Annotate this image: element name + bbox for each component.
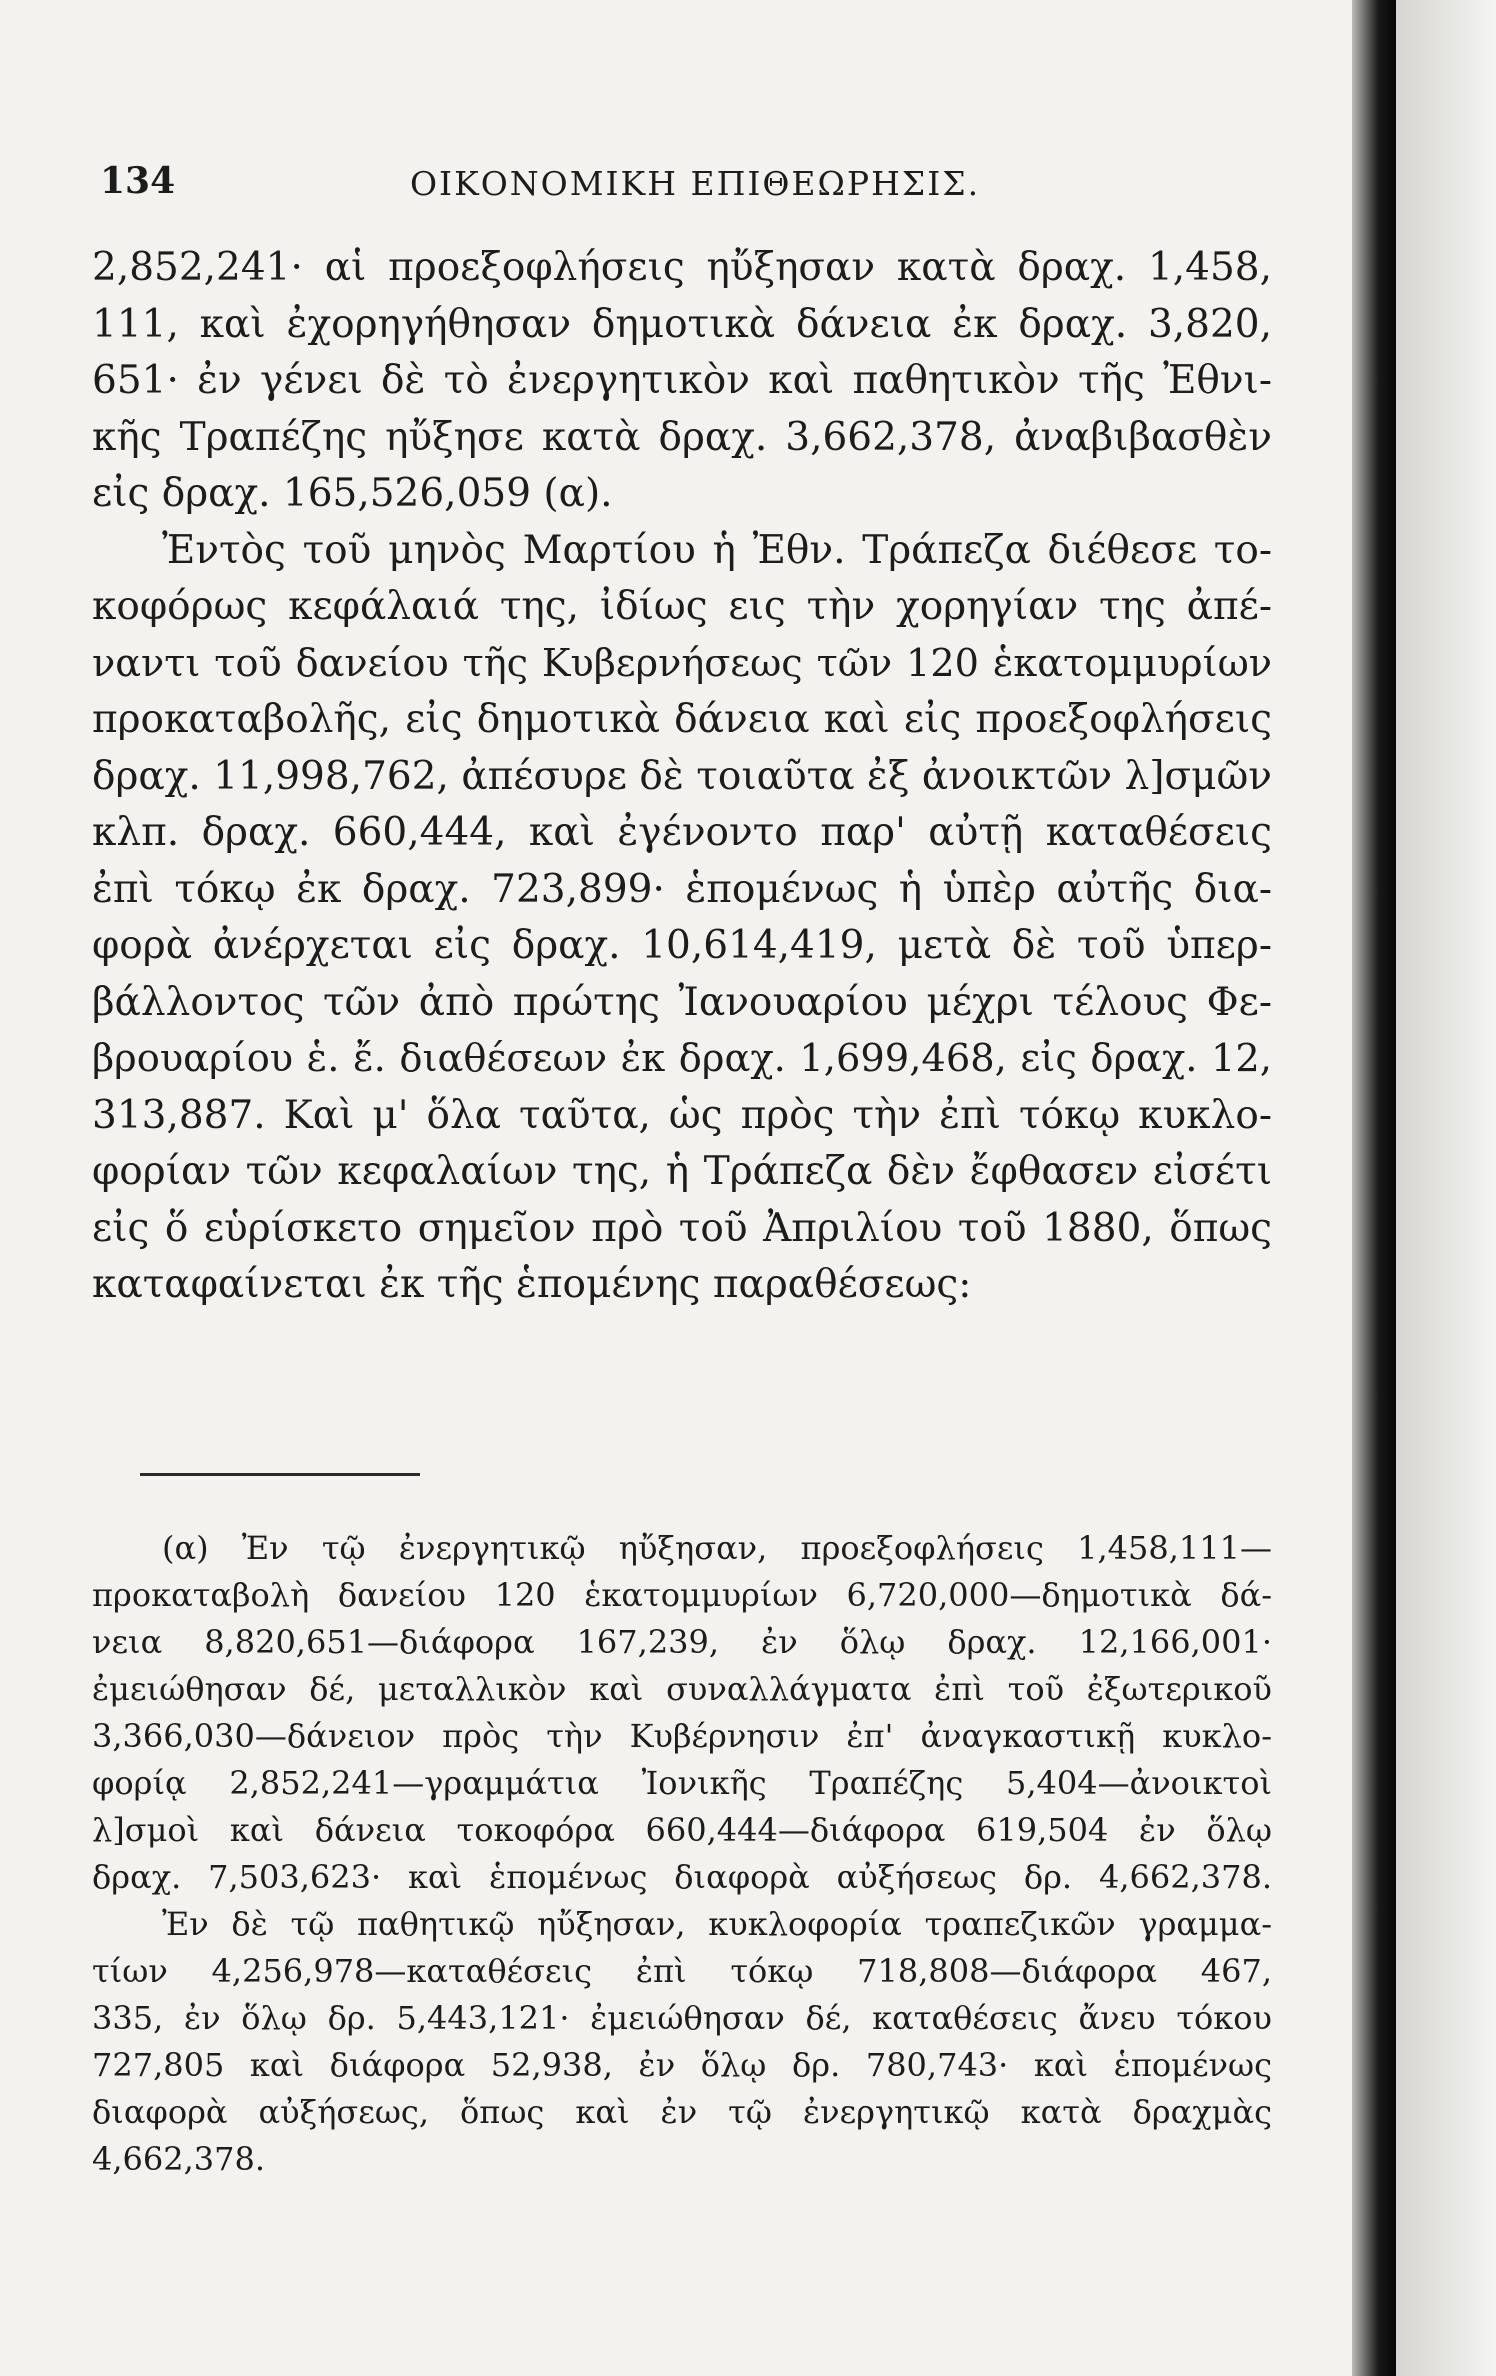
body-line: προκαταβολῆς, εἰς δημοτικὰ δάνεια καὶ εἰς προεξοφλήσεις: [92, 697, 1272, 742]
footnote-divider: [140, 1473, 420, 1476]
page-header: [0, 160, 1352, 220]
body-line: φορίαν τῶν κεφαλαίων της, ἡ Τράπεζα δὲν ἔφθασεν εἰσέτι: [92, 1149, 1272, 1194]
body-line: βρουαρίου ἑ. ἔ. διαθέσεων ἐκ δραχ. 1,699,468, εἰς δραχ. 12,: [92, 1036, 1272, 1081]
body-line: φορὰ ἀνέρχεται εἰς δραχ. 10,614,419, μετὰ δὲ τοῦ ὑπερ-: [92, 923, 1272, 968]
footnote-line: προκαταβολὴ δανείου 120 ἑκατομμυρίων 6,720,000—δημοτικὰ δά-: [92, 1576, 1272, 1614]
book-gutter: [1352, 0, 1396, 2376]
footnote-line: 727,805 καὶ διάφορα 52,938, ἐν ὅλῳ δρ. 780,743· καὶ ἑπομένως: [92, 2046, 1272, 2084]
footnote-line: (α) Ἐν τῷ ἐνεργητικῷ ηὔξησαν, προεξοφλήσεις 1,458,111—: [162, 1529, 1272, 1567]
footnote-line: τίων 4,256,978—καταθέσεις ἐπὶ τόκῳ 718,808—διάφορα 467,: [92, 1952, 1272, 1990]
footnotes: [92, 1525, 1272, 2183]
footnote-line: 4,662,378.: [92, 2140, 266, 2178]
body-line: κλπ. δραχ. 660,444, καὶ ἐγένοντο παρ' αὐτῇ καταθέσεις: [92, 810, 1272, 855]
body-line: 651· ἐν γένει δὲ τὸ ἐνεργητικὸν καὶ παθητικὸν τῆς Ἐθνι-: [92, 358, 1272, 403]
body-line: ναντι τοῦ δανείου τῆς Κυβερνήσεως τῶν 120 ἑκατομμυρίων: [92, 641, 1272, 686]
footnote-line: λ]σμοὶ καὶ δάνεια τοκοφόρα 660,444—διάφορα 619,504 ἐν ὅλῳ: [92, 1811, 1272, 1849]
body-line: 2,852,241· αἱ προεξοφλήσεις ηὔξησαν κατὰ δραχ. 1,458,: [92, 245, 1272, 290]
body-line: δραχ. 11,998,762, ἀπέσυρε δὲ τοιαῦτα ἐξ ἀνοικτῶν λ]σμῶν: [92, 753, 1272, 799]
body-line: ἐπὶ τόκῳ ἐκ δραχ. 723,899· ἑπομένως ἡ ὑπὲρ αὐτῆς δια-: [92, 866, 1272, 912]
footnote-line: 3,366,030—δάνειον πρὸς τὴν Κυβέρνησιν ἐπ' ἀναγκαστικῇ κυκλο-: [92, 1717, 1272, 1755]
body-line: εἰς δραχ. 165,526,059 (α).: [92, 471, 613, 516]
body-line: 111, καὶ ἐχορηγήθησαν δημοτικὰ δάνεια ἐκ δραχ. 3,820,: [92, 301, 1272, 347]
running-head: ΟΙΚΟΝΟΜΙΚΗ ΕΠΙΘΕΩΡΗΣΙΣ.: [410, 164, 981, 203]
body-line: Ἐντὸς τοῦ μηνὸς Μαρτίου ἡ Ἐθν. Τράπεζα διέθεσε το-: [162, 527, 1272, 573]
footnote-line: νεια 8,820,651—διάφορα 167,239, ἐν ὅλῳ δραχ. 12,166,001·: [92, 1623, 1272, 1661]
body-line: εἰς ὅ εὑρίσκετο σημεῖον πρὸ τοῦ Ἀπριλίου τοῦ 1880, ὅπως: [92, 1205, 1272, 1251]
footnote-line: διαφορὰ αὐξήσεως, ὅπως καὶ ἐν τῷ ἐνεργητικῷ κατὰ δραχμὰς: [92, 2093, 1272, 2131]
body-text: [92, 240, 1272, 1314]
footnote-line: δραχ. 7,503,623· καὶ ἑπομένως διαφορὰ αὐξήσεως δρ. 4,662,378.: [92, 1858, 1272, 1896]
body-line: κοφόρως κεφάλαιά της, ἰδίως εις τὴν χορηγίαν της ἀπέ-: [92, 584, 1272, 629]
body-line: 313,887. Καὶ μ' ὅλα ταῦτα, ὡς πρὸς τὴν ἐπὶ τόκῳ κυκλο-: [92, 1092, 1272, 1138]
footnote-line: φορίᾳ 2,852,241—γραμμάτια Ἰονικῆς Τραπέζης 5,404—ἀνοικτοὶ: [92, 1764, 1272, 1802]
footnote-line: Ἐν δὲ τῷ παθητικῷ ηὔξησαν, κυκλοφορία τραπεζικῶν γραμμα-: [162, 1905, 1272, 1943]
body-line: καταφαίνεται ἐκ τῆς ἑπομένης παραθέσεως:: [92, 1262, 972, 1307]
footnote-line: 335, ἐν ὅλῳ δρ. 5,443,121· ἐμειώθησαν δέ, καταθέσεις ἄνευ τόκου: [92, 1999, 1272, 2037]
page-margin-beyond-gutter: [1396, 0, 1496, 2376]
body-line: βάλλοντος τῶν ἀπὸ πρώτης Ἰανουαρίου μέχρι τέλους Φε-: [92, 979, 1272, 1025]
page-number: 134: [100, 160, 176, 202]
footnote-line: ἐμειώθησαν δέ, μεταλλικὸν καὶ συναλλάγματα ἐπὶ τοῦ ἐξωτερικοῦ: [92, 1670, 1272, 1708]
body-line: κῆς Τραπέζης ηὔξησε κατὰ δραχ. 3,662,378, ἀναβιβασθὲν: [92, 414, 1272, 460]
